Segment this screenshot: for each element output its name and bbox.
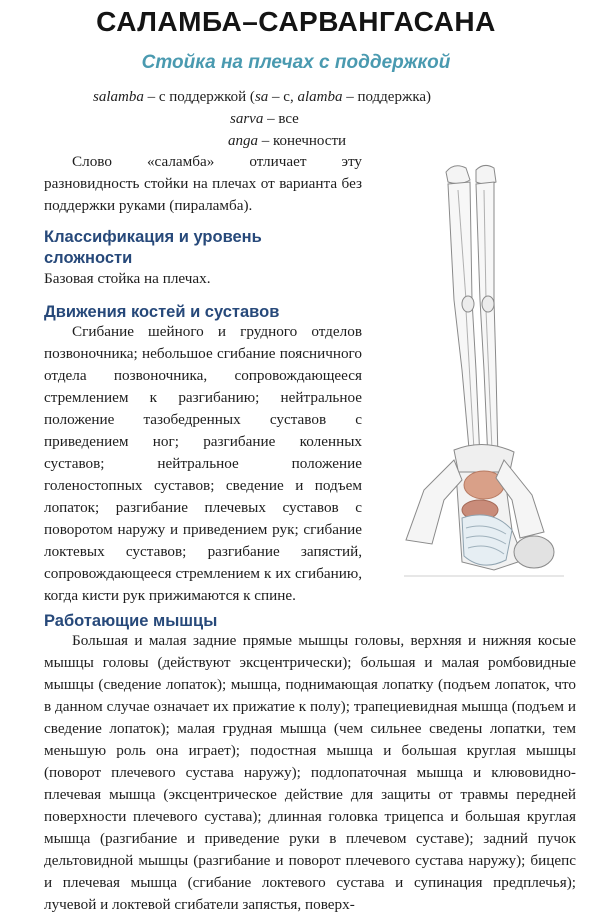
left-leg	[448, 182, 480, 460]
feet	[446, 165, 496, 184]
etymology-line-2: sarva – все	[230, 111, 299, 127]
shoulderstand-illustration	[384, 160, 568, 590]
movements-text: Сгибание шейного и грудного отделов позвоночника; небольшое сгибание поясничного отдела позвоночника, сопровождающееся стремлением к разгибанию; нейтральное положение тазобедренных суставов с приведением ног; разгибание коленных суставов; нейтральное положение голеностопных суставов; сведение и подъем лопаток; разгибание плечевых суставов с поворотом наружу и приведением рук; сгибание локтевых суставов; разгибание запястий, сопровождающееся стремлением к их сгибанию, когда кисти рук прижимаются к спине.	[44, 323, 362, 604]
page-subtitle: Стойка на плечах с поддержкой	[141, 52, 451, 73]
muscles-heading: Работающие мышцы	[44, 612, 218, 630]
movements-heading: Движения костей и суставов	[44, 303, 280, 321]
page-title: САЛАМБА–САРВАНГАСАНА	[96, 6, 496, 37]
muscles-text: Большая и малая задние прямые мышцы головы, верхняя и нижняя косые мышцы головы (действуют эксцентрически); большая и малая ромбовидные мышцы (сведение лопаток); мышца, поднимающая лопатку (подъем лопаток, что в данном случае означает их прижатие к полу); трапециевидная мышца (подъем и сведение лопаток); малая грудная мышца (чем сильнее сведены лопатки, тем меньшую роль она играет); подостная мышца и большая круглая мышцы (поворот плечевого сустава наружу); подлопаточная мышца и клювовидно-плечевая мышца (эксцентрическое действие для защиты от травмы передней поверхности плечевого сустава); длинная головка трицепса и большая круглая мышца (разгибание и приведение руки в плечевом суставе); задний пучок дельтовидной мышцы (разгибание и поворот плечевого сустава наружу); бицепс и плечевая мышца (сгибание локтевого сустава и супинация предплечья); лучевой и локтевой сгибатели запястья, поверх-	[44, 632, 576, 913]
right-leg	[476, 182, 498, 460]
left-arm	[406, 460, 462, 544]
classification-heading: Классификация и уровень сложности	[44, 228, 262, 267]
classification-text: Базовая стойка на плечах.	[44, 270, 211, 287]
etymology-line-3: anga – конечности	[228, 133, 347, 149]
head	[514, 536, 554, 568]
etymology-line-1: salamba – с поддержкой (sa – с, alamba – поддержка)	[93, 89, 432, 105]
intro-paragraph: Слово «саламба» отличает эту разновидность стойки на плечах от варианта без поддержки руками (пираламба).	[44, 153, 362, 214]
